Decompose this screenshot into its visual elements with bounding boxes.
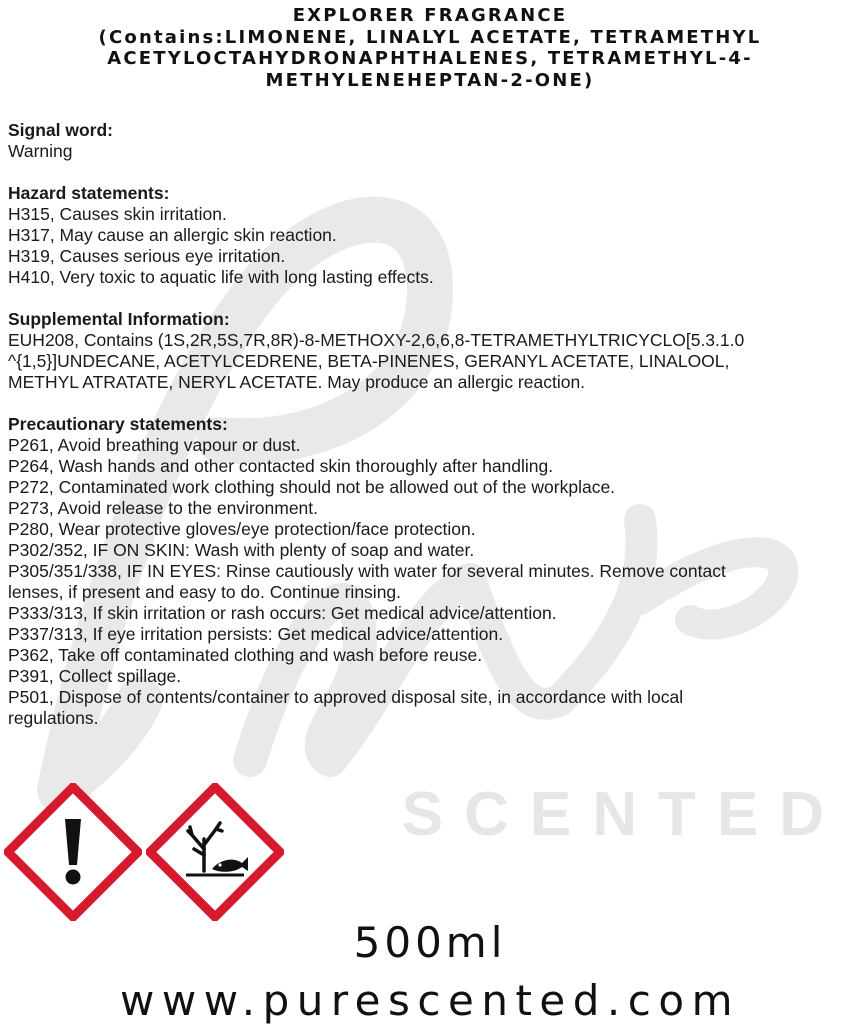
precautionary-statement: P272, Contaminated work clothing should not be allowed out of the workplace. [8, 477, 616, 497]
product-title [0, 5, 860, 91]
title-line: (Contains:LIMONENE, LINALYL ACETATE, TETRAMETHYL [98, 26, 762, 48]
hazard-statements-heading: Hazard statements: [8, 183, 170, 203]
product-volume: 500ml [353, 918, 507, 967]
exclamation-mark-icon [4, 783, 142, 921]
hazard-statement: H315, Causes skin irritation. [8, 204, 227, 224]
precautionary-statement: P305/351/338, IF IN EYES: Rinse cautiously with water for several minutes. Remove contact [8, 561, 726, 581]
precautionary-statement: P261, Avoid breathing vapour or dust. [8, 435, 301, 455]
precautionary-statements-section [8, 414, 853, 729]
hazard-label-content [8, 120, 853, 750]
precautionary-statement: P302/352, IF ON SKIN: Wash with plenty of soap and water. [8, 540, 475, 560]
signal-word-heading: Signal word: [8, 120, 113, 140]
precautionary-statements-heading: Precautionary statements: [8, 414, 228, 434]
environment-hazard-icon [146, 783, 284, 921]
hazard-statements-section [8, 183, 853, 288]
supplemental-line: EUH208, Contains (1S,2R,5S,7R,8R)-8-METHOXY-2,6,6,8-TETRAMETHYLTRICYCLO[5.3.1.0 [8, 330, 745, 350]
precautionary-statement: P391, Collect spillage. [8, 666, 182, 686]
title-line: EXPLORER FRAGRANCE [292, 5, 568, 26]
precautionary-statement: P280, Wear protective gloves/eye protection/face protection. [8, 519, 476, 539]
precautionary-statement: P501, Dispose of contents/container to approved disposal site, in accordance with local [8, 687, 684, 707]
signal-word-value: Warning [8, 141, 73, 161]
supplemental-information-section [8, 309, 853, 393]
precautionary-statement: regulations. [8, 708, 99, 728]
precautionary-statement: P273, Avoid release to the environment. [8, 498, 319, 518]
signal-word-section [8, 120, 853, 162]
precautionary-statement: P264, Wash hands and other contacted skin thoroughly after handling. [8, 456, 554, 476]
supplemental-line: ^{1,5}]UNDECANE, ACETYLCEDRENE, BETA-PINENES, GERANYL ACETATE, LINALOOL, [8, 351, 730, 371]
precautionary-statement: P337/313, If eye irritation persists: Get medical advice/attention. [8, 624, 504, 644]
website-url: www.purescented.com [120, 976, 740, 1025]
supplemental-line: METHYL ATRATATE, NERYL ACETATE. May produce an allergic reaction. [8, 372, 586, 392]
supplemental-information-heading: Supplemental Information: [8, 309, 230, 329]
hazard-statement: H317, May cause an allergic skin reaction. [8, 225, 337, 245]
title-line: ACETYLOCTAHYDRONAPHTHALENES, TETRAMETHYL-4- [107, 48, 753, 69]
precautionary-statement: lenses, if present and easy to do. Continue rinsing. [8, 582, 402, 602]
watermark-text: SCENTED [401, 780, 845, 849]
hazard-statement: H319, Causes serious eye irritation. [8, 246, 286, 266]
hazard-statement: H410, Very toxic to aquatic life with long lasting effects. [8, 267, 434, 287]
title-line: METHYLENEHEPTAN-2-ONE) [265, 69, 595, 91]
precautionary-statement: P362, Take off contaminated clothing and wash before reuse. [8, 645, 483, 665]
precautionary-statement: P333/313, If skin irritation or rash occurs: Get medical advice/attention. [8, 603, 557, 623]
